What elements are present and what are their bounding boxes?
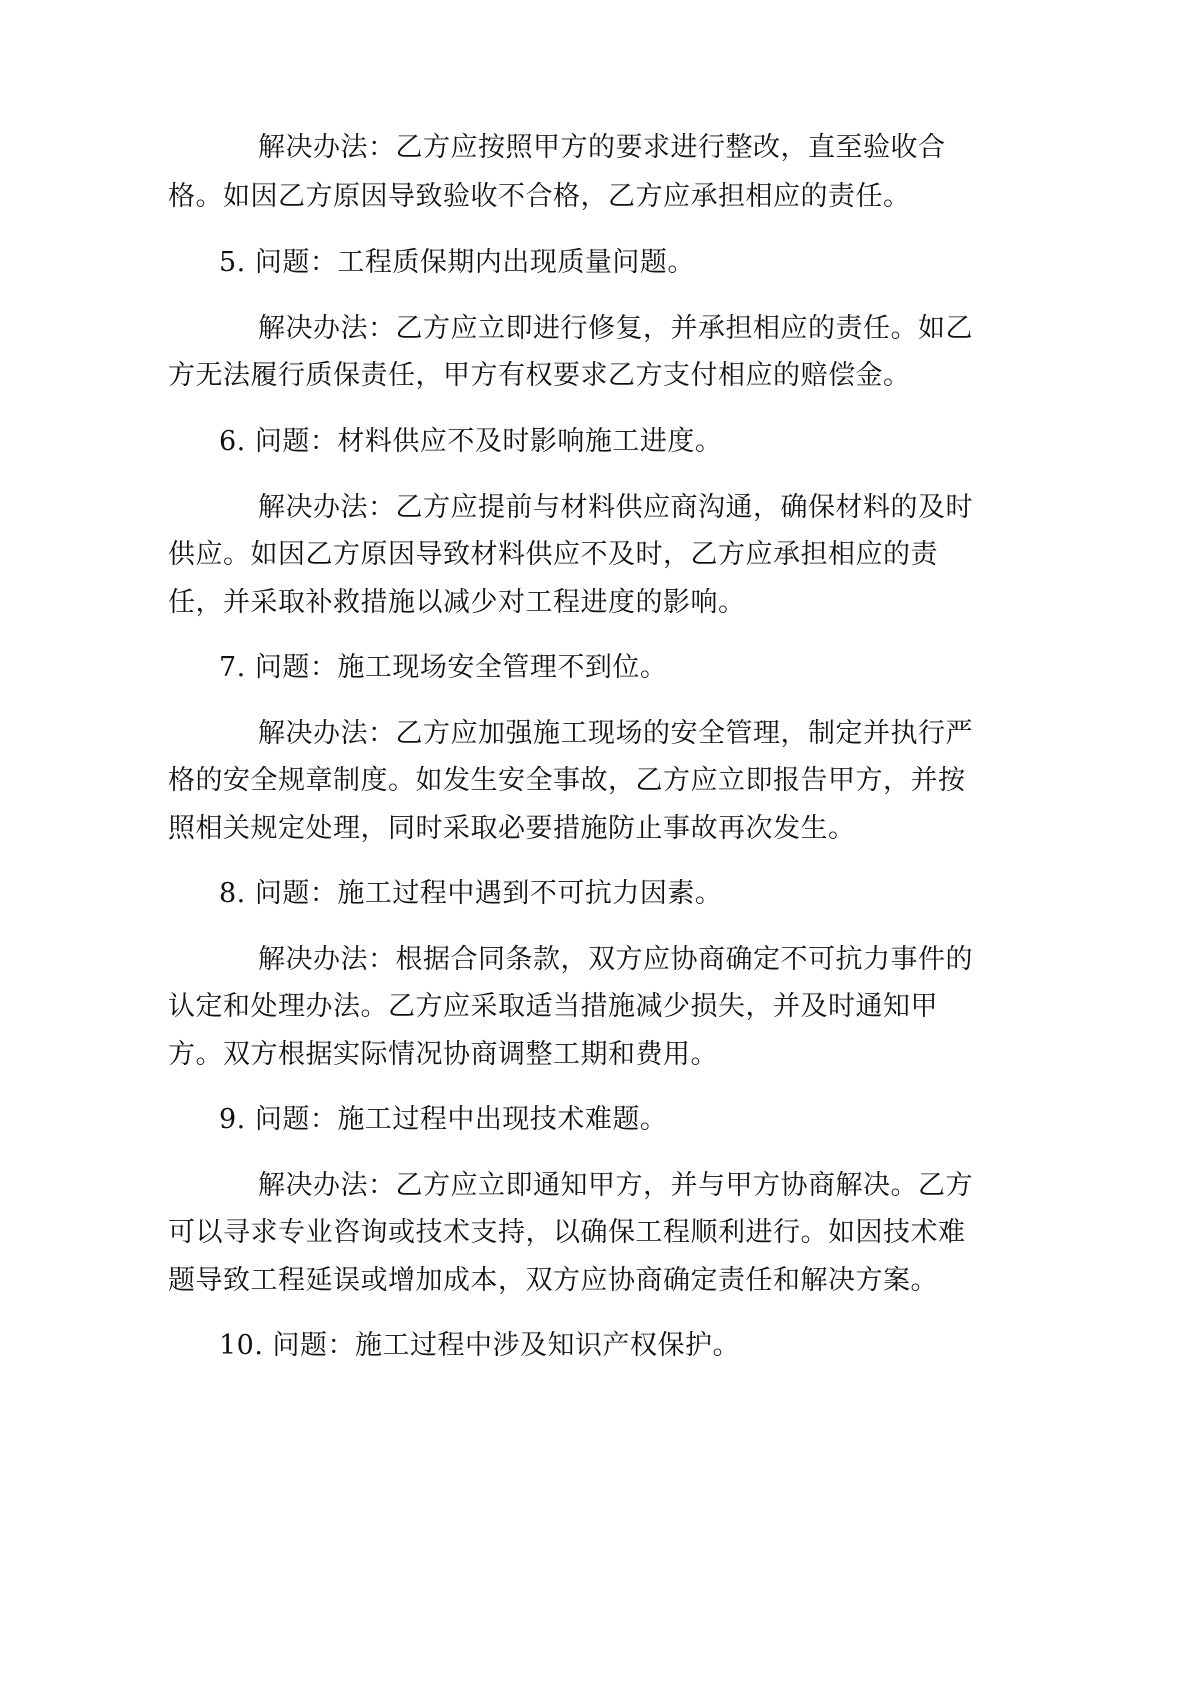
question-item-7: 7. 问题：施工现场安全管理不到位。 xyxy=(219,652,668,683)
paragraph-line: 解决办法：乙方应加强施工现场的安全管理，制定并执行严 xyxy=(258,718,973,749)
paragraph-line: 解决办法：根据合同条款，双方应协商确定不可抗力事件的 xyxy=(258,944,973,975)
question-item-6: 6. 问题：材料供应不及时影响施工进度。 xyxy=(219,426,723,457)
paragraph-line: 任，并采取补救措施以减少对工程进度的影响。 xyxy=(168,587,746,618)
paragraph-line: 解决办法：乙方应立即进行修复，并承担相应的责任。如乙 xyxy=(258,313,973,344)
paragraph-line: 格的安全规章制度。如发生安全事故，乙方应立即报告甲方，并按 xyxy=(168,765,966,796)
paragraph-line: 解决办法：乙方应提前与材料供应商沟通，确保材料的及时 xyxy=(258,492,973,523)
paragraph-line: 认定和处理办法。乙方应采取适当措施减少损失，并及时通知甲 xyxy=(168,991,938,1022)
question-item-9: 9. 问题：施工过程中出现技术难题。 xyxy=(219,1104,668,1135)
paragraph-line: 解决办法：乙方应立即通知甲方，并与甲方协商解决。乙方 xyxy=(258,1170,973,1201)
paragraph-line: 题导致工程延误或增加成本，双方应协商确定责任和解决方案。 xyxy=(168,1265,938,1296)
paragraph-line: 解决办法：乙方应按照甲方的要求进行整改，直至验收合 xyxy=(258,132,946,163)
paragraph-line: 方。双方根据实际情况协商调整工期和费用。 xyxy=(168,1039,718,1070)
question-item-8: 8. 问题：施工过程中遇到不可抗力因素。 xyxy=(219,878,723,909)
paragraph-line: 方无法履行质保责任，甲方有权要求乙方支付相应的赔偿金。 xyxy=(168,360,911,391)
question-item-10: 10. 问题：施工过程中涉及知识产权保护。 xyxy=(219,1330,741,1361)
paragraph-line: 格。如因乙方原因导致验收不合格，乙方应承担相应的责任。 xyxy=(168,181,911,212)
question-item-5: 5. 问题：工程质保期内出现质量问题。 xyxy=(219,247,695,278)
paragraph-line: 供应。如因乙方原因导致材料供应不及时，乙方应承担相应的责 xyxy=(168,539,938,570)
paragraph-line: 照相关规定处理，同时采取必要措施防止事故再次发生。 xyxy=(168,813,856,844)
paragraph-line: 可以寻求专业咨询或技术支持，以确保工程顺利进行。如因技术难 xyxy=(168,1217,966,1248)
